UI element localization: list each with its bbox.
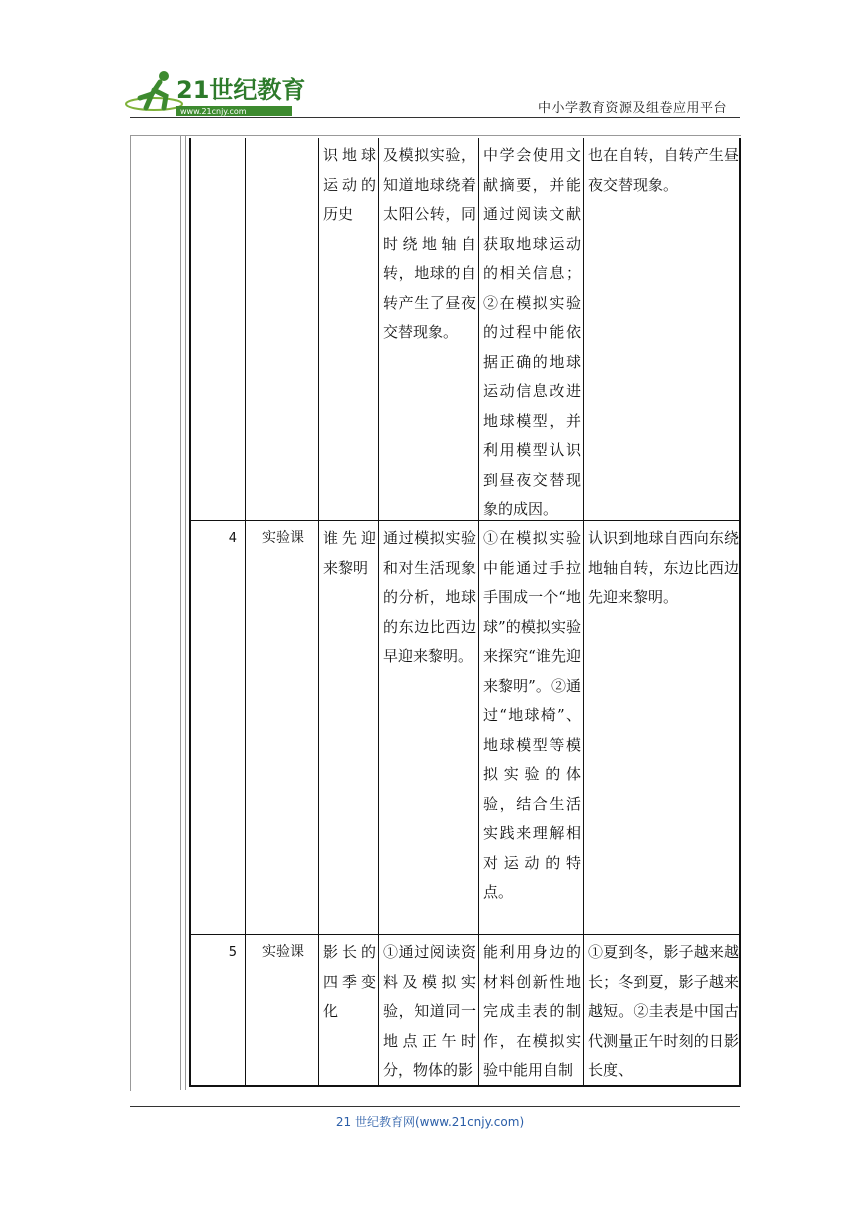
footer-rule	[130, 1106, 740, 1107]
footer-site-link[interactable]: 21 世纪教育网(www.21cnjy.com)	[335, 1115, 525, 1129]
curriculum-table	[189, 138, 741, 1087]
cell-lesson: 影长的四季变化	[319, 935, 379, 1085]
cell-type	[246, 138, 319, 520]
table-row	[191, 138, 739, 520]
platform-name: 中小学教育资源及组卷应用平台	[538, 101, 728, 116]
cell-lesson: 识地球运动的历史	[319, 138, 379, 520]
cell-goal: 通过模拟实验和对生活现象的分析，地球的东边比西边早迎来黎明。	[379, 521, 479, 934]
cell-number	[191, 138, 246, 520]
cell-number: 4	[191, 521, 246, 934]
logo-url-text: www.21cnjy.com	[180, 107, 247, 116]
cell-concept: 也在自转，自转产生昼夜交替现象。	[588, 146, 739, 194]
cell-type: 实验课	[246, 935, 319, 1085]
table-row	[191, 934, 739, 1085]
cell-lesson: 谁先迎来黎明	[319, 521, 379, 934]
cell-number: 5	[191, 935, 246, 1085]
page-header	[0, 0, 860, 120]
cell-concept: ①夏到冬，影子越来越长；冬到夏，影子越来越短。②圭表是中国古代测量正午时刻的日影长度、	[588, 943, 739, 1079]
header-rule	[130, 117, 740, 118]
runner-icon	[140, 82, 166, 108]
cell-concept: 认识到地球自西向东绕地轴自转，东边比西边先迎来黎明。	[588, 529, 739, 606]
frame-line	[185, 136, 186, 1090]
table-row	[191, 520, 739, 934]
cell-skill: 能利用身边的材料创新性地完成圭表的制作，在模拟实验中能用自制	[479, 935, 584, 1085]
frame-line	[180, 136, 181, 1090]
cell-skill: ①在模拟实验中能通过手拉手围成一个“地球”的模拟实验来探究“谁先迎来黎明”。②通过“地球椅”、地球模型等模拟实验的体验，结合生活实践来理解相对运动的特点。	[479, 521, 584, 934]
cell-goal: ①通过阅读资料及模拟实验，知道同一地点正午时分，物体的影	[379, 935, 479, 1085]
cell-goal: 及模拟实验，知道地球绕着太阳公转，同时绕地轴自转，地球的自转产生了昼夜交替现象。	[379, 138, 479, 520]
site-logo	[124, 68, 314, 122]
logo-text: 21世纪教育	[176, 76, 306, 104]
cell-type: 实验课	[246, 521, 319, 934]
cell-skill: 中学会使用文献摘要，并能通过阅读文献获取地球运动的相关信息；②在模拟实验的过程中能依据正确的地球运动信息改进地球模型，并利用模型认识到昼夜交替现象的成因。	[479, 138, 584, 520]
